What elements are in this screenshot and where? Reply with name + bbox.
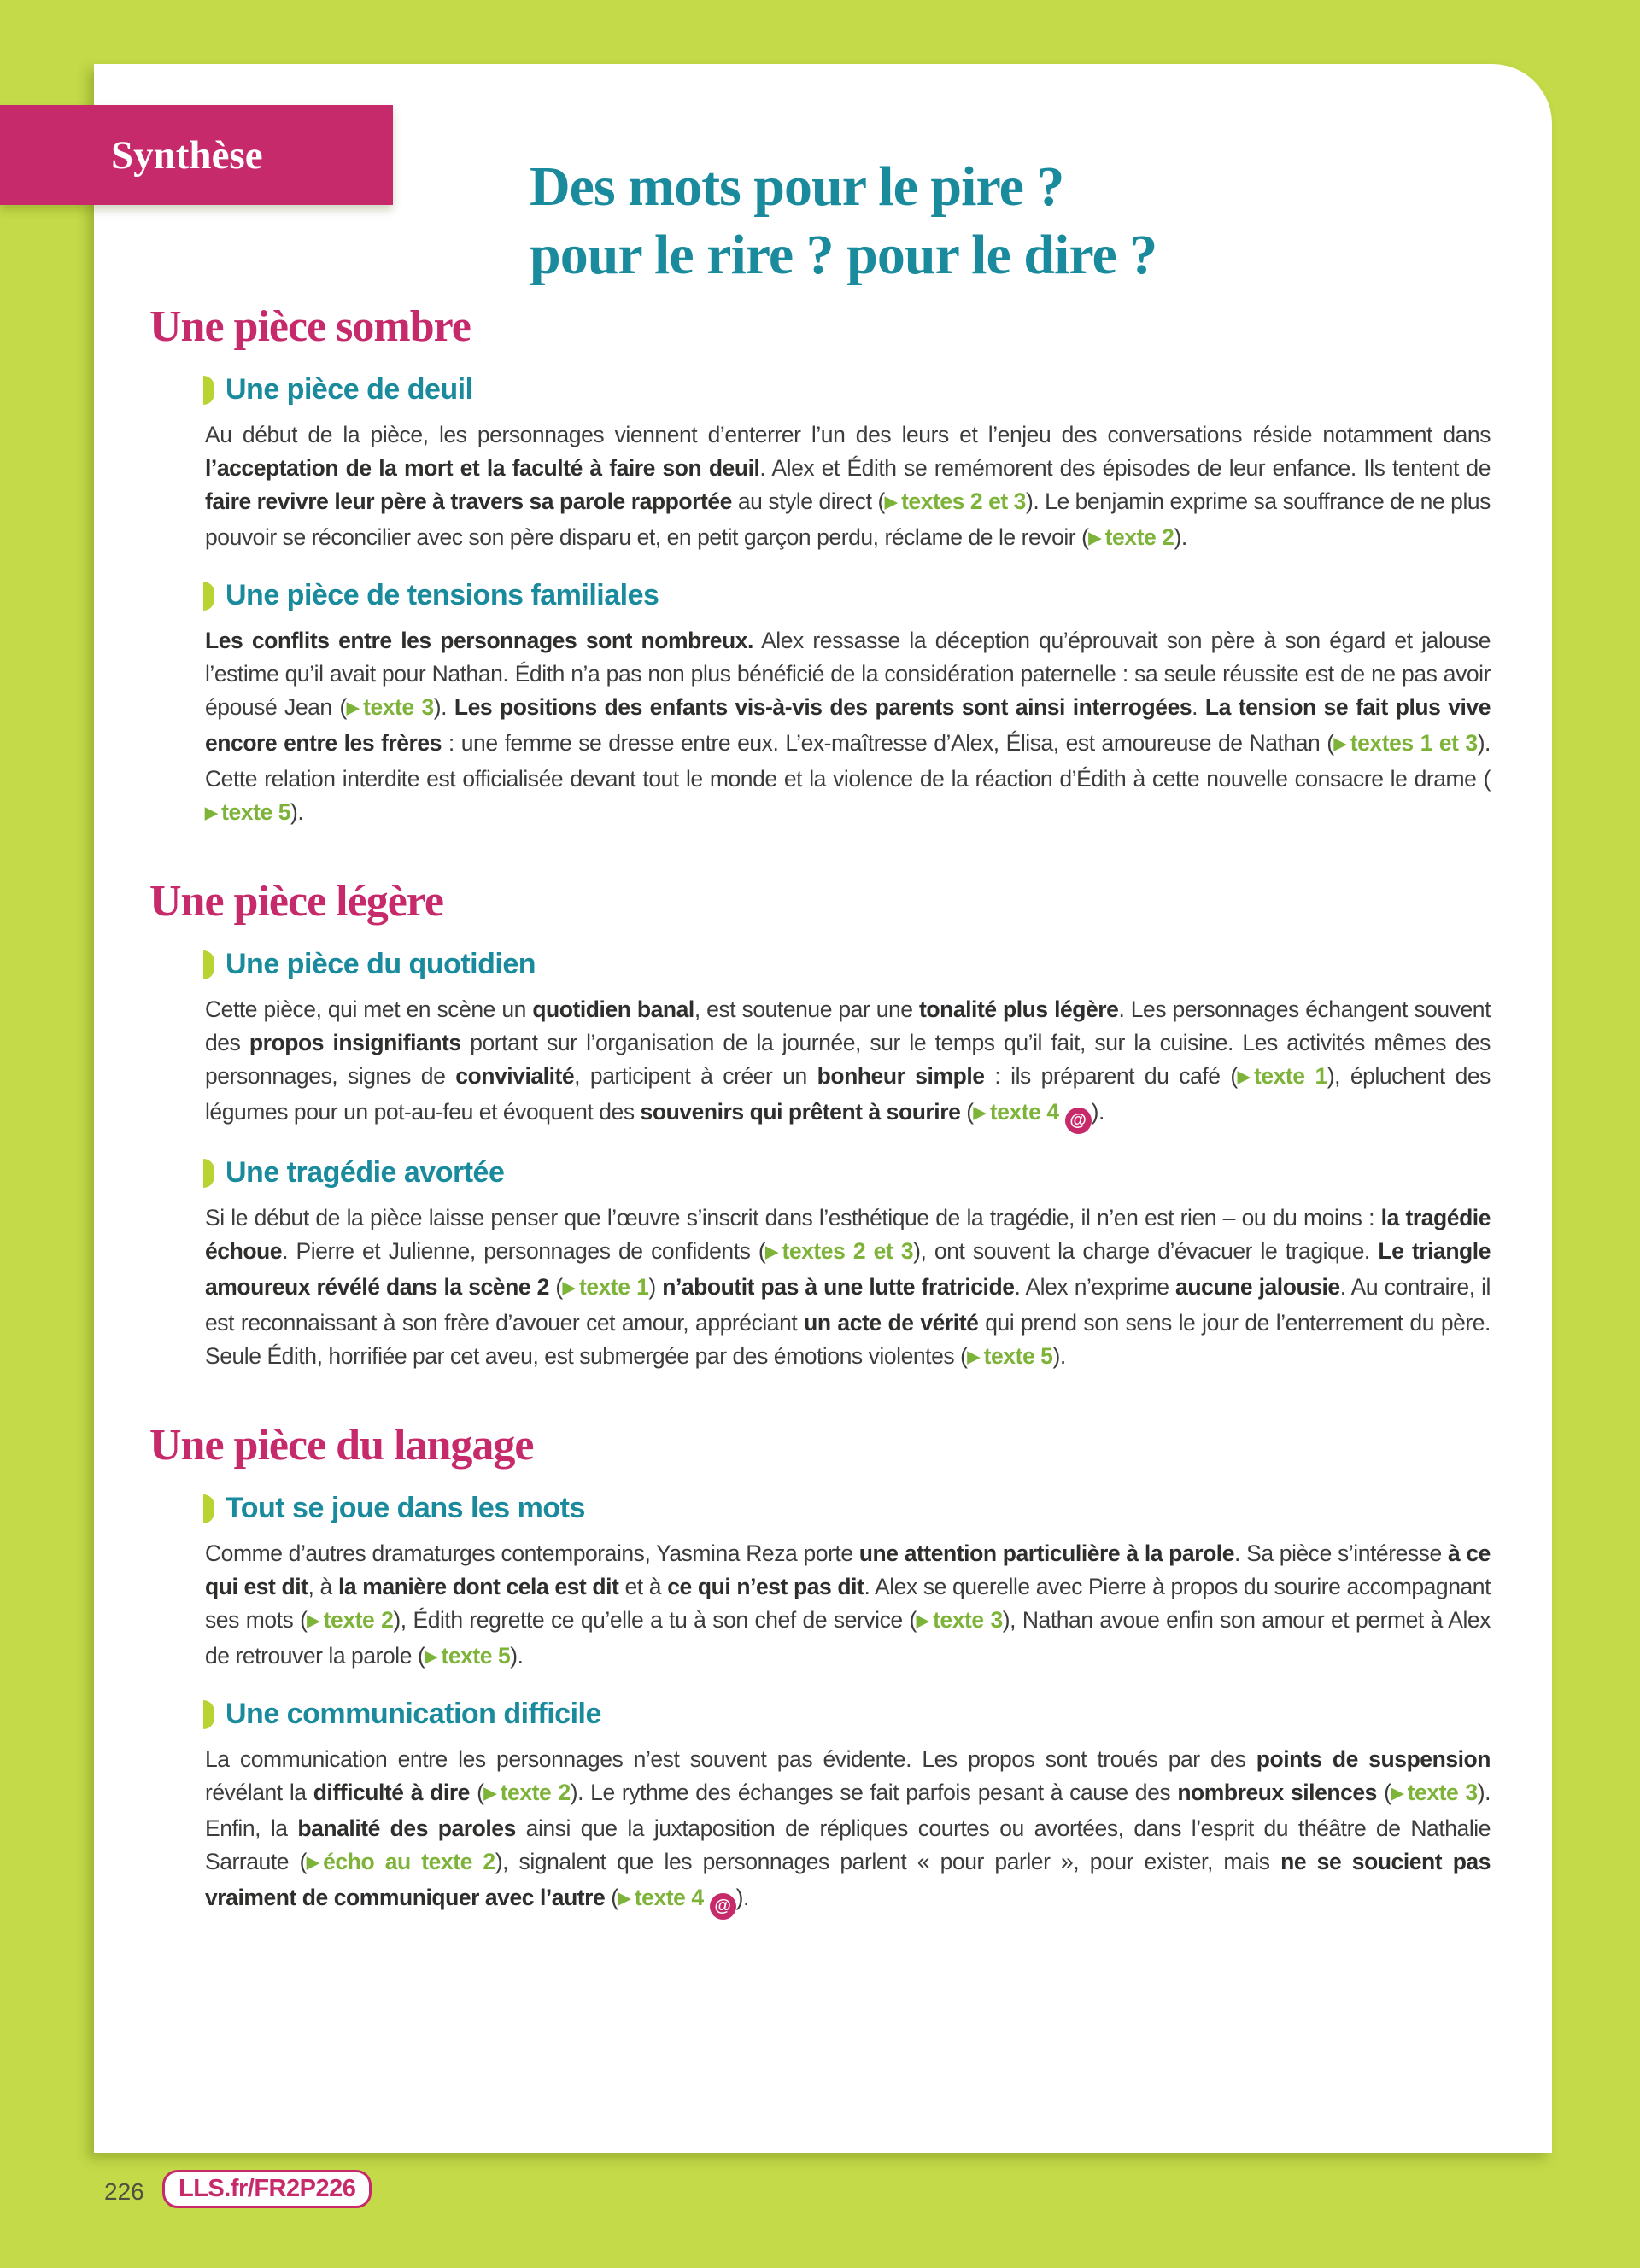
triangle-right-icon: ▶ bbox=[765, 1243, 778, 1262]
texte-ref[interactable]: ▶ texte 3 bbox=[917, 1607, 1003, 1633]
texte-ref[interactable]: ▶ texte 1 bbox=[1238, 1063, 1327, 1089]
emphasis-text: l’acceptation de la mort et la faculté à faire son deuil bbox=[205, 455, 760, 482]
emphasis-text: La tension se fait plus vive encore entre les frères bbox=[205, 694, 1491, 757]
triangle-right-icon: ▶ bbox=[307, 1612, 319, 1631]
emphasis-text: Le triangle amoureux révélé dans la scène 2 bbox=[205, 1238, 1491, 1301]
bullet-marker-icon bbox=[203, 376, 214, 405]
bullet-marker-icon bbox=[203, 1494, 214, 1523]
texte-ref[interactable]: ▶ texte 2 bbox=[308, 1607, 394, 1633]
paragraph: Si le début de la pièce laisse penser que l’œuvre s’inscrit dans l’esthétique de la tragédie, il n’en est rien – ou du moins : la tragédie échoue. Pierre et Julienne, personnages de confidents (▶ textes 2 et 3), ont souvent la charge d’évacuer le tragique. Le triangle amoureux révélé dans la scène 2 (▶ texte 1) n’aboutit pas à une lutte fratricide. Alex n’exprime aucune jalousie. Au contraire, il est reconnaissant à son frère d’avouer cet amour, appréciant un acte de vérité qui prend son sens le jour de l’enterrement du père. Seule Édith, horrifiée par cet aveu, est submergée par des émotions violentes (▶ texte 5). bbox=[205, 1201, 1491, 1376]
at-icon[interactable]: @ bbox=[710, 1893, 736, 1920]
emphasis-text: faire revivre leur père à travers sa parole rapportée bbox=[205, 488, 732, 515]
emphasis-text: aucune jalousie bbox=[1175, 1274, 1340, 1301]
emphasis-text: difficulté à dire bbox=[313, 1780, 470, 1806]
emphasis-text: bonheur simple bbox=[817, 1063, 985, 1090]
subsection-header bbox=[203, 579, 1491, 612]
section bbox=[149, 303, 1491, 832]
subsection-header bbox=[203, 373, 1491, 406]
texte-ref[interactable]: ▶ textes 1 et 3 bbox=[1334, 730, 1478, 756]
triangle-right-icon: ▶ bbox=[916, 1612, 929, 1631]
triangle-right-icon: ▶ bbox=[205, 804, 218, 823]
section bbox=[149, 878, 1491, 1376]
texte-ref[interactable]: ▶ texte 4 bbox=[618, 1885, 704, 1910]
synthese-banner bbox=[0, 105, 393, 205]
bullet-marker-icon bbox=[203, 950, 214, 979]
texte-ref[interactable]: ▶ texte 3 bbox=[1391, 1780, 1478, 1805]
emphasis-text: convivialité bbox=[455, 1063, 575, 1090]
texte-ref[interactable]: ▶ textes 2 et 3 bbox=[765, 1238, 913, 1264]
texte-ref[interactable]: ▶ texte 4 bbox=[974, 1099, 1059, 1125]
triangle-right-icon: ▶ bbox=[562, 1279, 575, 1298]
section-heading: Une pièce légère bbox=[149, 877, 443, 926]
texte-ref[interactable]: ▶ texte 3 bbox=[347, 694, 434, 720]
emphasis-text: souvenirs qui prêtent à sourire bbox=[640, 1099, 961, 1125]
texte-ref[interactable]: ▶ écho au texte 2 bbox=[307, 1849, 495, 1874]
texte-ref[interactable]: ▶ texte 2 bbox=[484, 1780, 571, 1805]
emphasis-text: la manière dont cela est dit bbox=[337, 1574, 619, 1600]
triangle-right-icon: ▶ bbox=[973, 1104, 986, 1123]
triangle-right-icon: ▶ bbox=[967, 1348, 980, 1367]
emphasis-text: un acte de vérité bbox=[804, 1310, 979, 1336]
subsection-header bbox=[203, 1156, 1491, 1190]
texte-ref[interactable]: ▶ texte 2 bbox=[1088, 524, 1174, 550]
texte-ref[interactable]: ▶ textes 2 et 3 bbox=[885, 488, 1026, 514]
emphasis-text: une attention particulière à la parole bbox=[858, 1540, 1235, 1567]
emphasis-text: quotidien banal bbox=[532, 997, 694, 1023]
bullet-marker-icon bbox=[203, 582, 214, 611]
texte-ref[interactable]: ▶ texte 5 bbox=[967, 1343, 1052, 1369]
triangle-right-icon: ▶ bbox=[1333, 735, 1346, 754]
emphasis-text: nombreux silences bbox=[1177, 1780, 1377, 1806]
triangle-right-icon: ▶ bbox=[1391, 1785, 1403, 1803]
section bbox=[149, 1422, 1491, 1920]
triangle-right-icon: ▶ bbox=[1088, 529, 1101, 548]
subsection-title: Une pièce de tensions familiales bbox=[226, 579, 659, 612]
emphasis-text: à ce qui est dit bbox=[205, 1540, 1491, 1600]
paragraph: Les conflits entre les personnages sont nombreux. Alex ressasse la déception qu’éprouvait son père à son égard et jalouse l’estime qu’il avait pour Nathan. Édith n’a pas non plus bénéficié de la considération paternelle : sa seule réussite est de ne pas avoir épousé Jean (▶ texte 3). Les positions des enfants vis-à-vis des parents sont ainsi interrogées. La tension se fait plus vive encore entre les frères : une femme se dresse entre eux. L’ex-maîtresse d’Alex, Élisa, est amoureuse de Nathan (▶ textes 1 et 3). Cette relation interdite est officialisée devant tout le monde et la violence de la réaction d’Édith à cette nouvelle consacre le drame (▶ texte 5). bbox=[205, 624, 1491, 832]
page-number: 226 bbox=[104, 2178, 144, 2205]
paragraph: Au début de la pièce, les personnages viennent d’enterrer l’un des leurs et l’enjeu des conversations réside notamment dans l’acceptation de la mort et la faculté à faire son deuil. Alex et Édith se remémorent des épisodes de leur enfance. Ils tentent de faire revivre leur père à travers sa parole rapportée au style direct (▶ textes 2 et 3). Le benjamin exprime sa souffrance de ne plus pouvoir se réconcilier avec son père disparu et, en petit garçon perdu, réclame de le revoir (▶ texte 2). bbox=[205, 418, 1491, 557]
paragraph: La communication entre les personnages n’est souvent pas évidente. Les propos sont troués par des points de suspension révélant la difficulté à dire (▶ texte 2). Le rythme des échanges se fait parfois pesant à cause des nombreux silences (▶ texte 3). Enfin, la banalité des paroles ainsi que la juxtaposition de répliques courtes ou avortées, dans l’esprit du théâtre de Nathalie Sarraute (▶ écho au texte 2), signalent que les personnages parlent « pour parler », pour exister, mais ne se soucient pas vraiment de communiquer avec l’autre (▶ texte 4 @ ). bbox=[205, 1743, 1491, 1920]
texte-ref[interactable]: ▶ texte 5 bbox=[425, 1643, 510, 1669]
bullet-marker-icon bbox=[203, 1700, 214, 1729]
subsection-header bbox=[203, 1492, 1491, 1525]
footer-link[interactable]: LLS.fr/FR2P226 bbox=[162, 2170, 372, 2208]
subsection-title: Une tragédie avortée bbox=[226, 1156, 505, 1190]
at-icon[interactable]: @ bbox=[1065, 1108, 1092, 1134]
emphasis-text: points de suspension bbox=[1256, 1746, 1491, 1773]
emphasis-text: banalité des paroles bbox=[297, 1815, 516, 1842]
synthese-banner-label: Synthèse bbox=[111, 132, 263, 178]
page-title-line1: Des mots pour le pire ? bbox=[530, 155, 1064, 218]
sections bbox=[94, 64, 1552, 1920]
subsection-title: Une pièce de deuil bbox=[226, 373, 473, 406]
section-heading: Une pièce du langage bbox=[149, 1421, 534, 1470]
emphasis-text: ne se soucient pas vraiment de communiquer avec l’autre bbox=[205, 1849, 1491, 1911]
texte-ref[interactable]: ▶ texte 1 bbox=[563, 1274, 649, 1300]
subsection-title: Tout se joue dans les mots bbox=[226, 1492, 585, 1525]
triangle-right-icon: ▶ bbox=[306, 1854, 319, 1873]
subsection-title: Une pièce du quotidien bbox=[226, 948, 536, 981]
texte-ref[interactable]: ▶ texte 5 bbox=[205, 799, 290, 825]
bullet-marker-icon bbox=[203, 1159, 214, 1188]
emphasis-text: Les positions des enfants vis-à-vis des parents sont ainsi interrogées bbox=[454, 694, 1192, 721]
emphasis-text: Les conflits entre les personnages sont nombreux. bbox=[205, 628, 753, 654]
page-title-line2: pour le rire ? pour le dire ? bbox=[530, 224, 1157, 286]
triangle-right-icon: ▶ bbox=[346, 699, 360, 718]
subsection-title: Une communication difficile bbox=[226, 1698, 601, 1731]
emphasis-text: ce qui n’est pas dit bbox=[667, 1574, 864, 1600]
subsection-header bbox=[203, 948, 1491, 981]
triangle-right-icon: ▶ bbox=[884, 494, 898, 512]
emphasis-text: la tragédie échoue bbox=[205, 1205, 1491, 1265]
paragraph: Cette pièce, qui met en scène un quotidien banal, est soutenue par une tonalité plus légère. Les personnages échangent souvent des propos insignifiants portant sur l’organisation de la journée, sur le temps qu’il fait, sur la cuisine. Les activités mêmes des personnages, signes de convivialité, participent à créer un bonheur simple : ils préparent du café (▶ texte 1), épluchent des légumes pour un pot-au-feu et évoquent des souvenirs qui prêtent à sourire (▶ texte 4 @ ). bbox=[205, 993, 1491, 1134]
emphasis-text: tonalité plus légère bbox=[918, 997, 1119, 1023]
triangle-right-icon: ▶ bbox=[483, 1785, 496, 1803]
triangle-right-icon: ▶ bbox=[618, 1890, 630, 1909]
emphasis-text: propos insignifiants bbox=[249, 1030, 461, 1056]
section-heading: Une pièce sombre bbox=[149, 302, 471, 351]
emphasis-text: n’aboutit pas à une lutte fratricide bbox=[662, 1274, 1015, 1301]
triangle-right-icon: ▶ bbox=[1237, 1068, 1250, 1087]
paragraph: Comme d’autres dramaturges contemporains, Yasmina Reza porte une attention particulière à la parole. Sa pièce s’intéresse à ce qui est dit, à la manière dont cela est dit et à ce qui n’est pas dit. Alex se querelle avec Pierre à propos du sourire accompagnant ses mots (▶ texte 2), Édith regrette ce qu’elle a tu à son chef de service (▶ texte 3), Nathan avoue enfin son amour et permet à Alex de retrouver la parole (▶ texte 5). bbox=[205, 1537, 1491, 1675]
subsection-header bbox=[203, 1698, 1491, 1731]
triangle-right-icon: ▶ bbox=[425, 1648, 437, 1667]
content-sheet bbox=[94, 64, 1552, 2153]
